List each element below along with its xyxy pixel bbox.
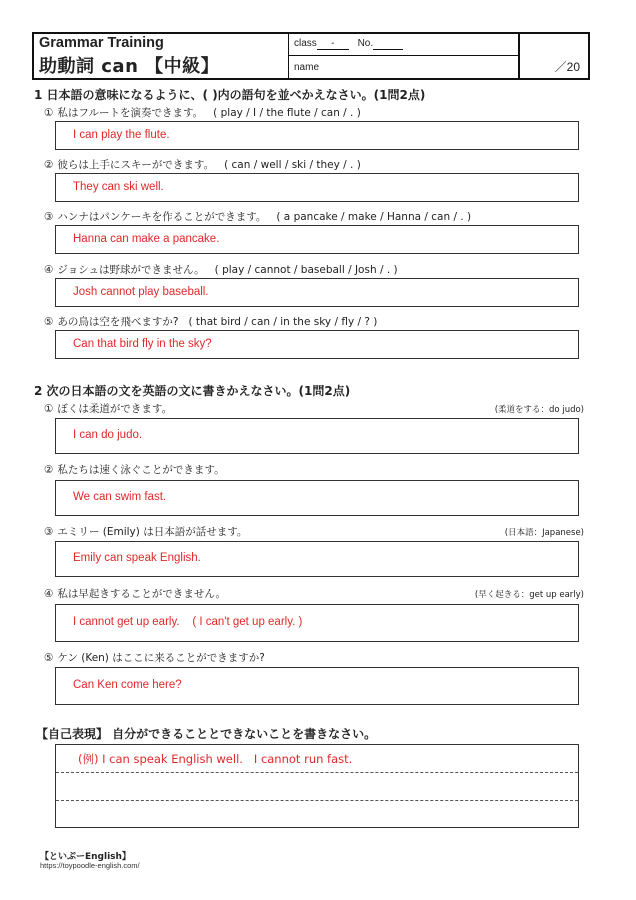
s1-q2-answer-box[interactable] bbox=[55, 173, 579, 202]
question-number: ④ bbox=[44, 588, 54, 600]
question-japanese: ジョシュは野球ができません。 bbox=[57, 264, 205, 276]
question-japanese: エミリー (Emily) は日本語が話せます。 bbox=[57, 526, 248, 538]
answer-text: Hanna can make a pancake. bbox=[73, 233, 220, 245]
footer-brand: 【といぷーEnglish】 bbox=[40, 852, 131, 862]
answer-text: Emily can speak English. bbox=[73, 552, 201, 564]
header-divider bbox=[288, 55, 518, 56]
question-number: ③ bbox=[44, 211, 54, 223]
question-number: ② bbox=[44, 464, 54, 476]
question-number: ③ bbox=[44, 526, 54, 538]
question-japanese: ケン (Ken) はここに来ることができますか? bbox=[57, 652, 265, 664]
self-expression-box[interactable] bbox=[55, 744, 579, 828]
answer-text: Can Ken come here? bbox=[73, 679, 182, 691]
question-number: ⑤ bbox=[44, 316, 54, 328]
title-english: Grammar Training bbox=[39, 35, 164, 51]
s2-q4-label bbox=[44, 586, 226, 601]
s2-q3-answer-box[interactable] bbox=[55, 541, 579, 577]
s2-q1-hint: (柔道をする：do judo) bbox=[494, 405, 584, 415]
s1-q5-label bbox=[44, 314, 377, 329]
number-label: No. bbox=[357, 38, 374, 49]
question-japanese: 彼らは上手にスキーができます。 bbox=[57, 159, 215, 171]
s1-q3-label bbox=[44, 209, 471, 224]
answer-text: I can play the flute. bbox=[73, 129, 170, 141]
word-choices: ( that bird / can / in the sky / fly / ? ) bbox=[188, 316, 378, 328]
question-japanese: 私はフルートを演奏できます。 bbox=[57, 107, 204, 119]
class-dash: - bbox=[331, 38, 335, 49]
s2-q4-answer-box[interactable] bbox=[55, 604, 579, 642]
s1-q2-label bbox=[44, 157, 361, 172]
self-expression-example: (例) I can speak English well. I cannot run fast. bbox=[78, 752, 353, 766]
name-label: name bbox=[294, 62, 320, 73]
header-table bbox=[32, 32, 590, 80]
question-number: ⑤ bbox=[44, 652, 54, 664]
class-field[interactable] bbox=[317, 38, 349, 50]
title-japanese: 助動詞 can 【中級】 bbox=[39, 56, 220, 77]
dashed-line bbox=[56, 800, 578, 801]
s1-q4-label bbox=[44, 262, 398, 277]
question-number: ① bbox=[44, 107, 54, 119]
word-choices: ( play / cannot / baseball / Josh / . ) bbox=[214, 264, 398, 276]
question-japanese: ハンナはパンケーキを作ることができます。 bbox=[57, 211, 267, 223]
s1-q1-label bbox=[44, 105, 361, 120]
answer-text: We can swim fast. bbox=[73, 491, 167, 503]
answer-text: I can do judo. bbox=[73, 429, 143, 441]
word-choices: ( can / well / ski / they / . ) bbox=[224, 159, 361, 171]
s2-q3-label bbox=[44, 524, 247, 539]
s2-q4-hint: (早く起きる：get up early) bbox=[474, 590, 584, 600]
question-number: ④ bbox=[44, 264, 54, 276]
s2-q5-label bbox=[44, 650, 265, 665]
question-japanese: あの鳥は空を飛べますか? bbox=[57, 316, 179, 328]
question-japanese: 私たちは速く泳ぐことができます。 bbox=[57, 464, 225, 476]
s2-q2-label bbox=[44, 462, 225, 477]
s2-q1-answer-box[interactable] bbox=[55, 418, 579, 454]
s2-q5-answer-box[interactable] bbox=[55, 667, 579, 705]
class-label: class bbox=[294, 38, 317, 49]
answer-text: I cannot get up early. ( I can't get up early. ) bbox=[73, 616, 303, 628]
question-number: ① bbox=[44, 403, 54, 415]
word-choices: ( play / I / the flute / can / . ) bbox=[213, 107, 361, 119]
word-choices: ( a pancake / make / Hanna / can / . ) bbox=[276, 211, 472, 223]
answer-text: Josh cannot play baseball. bbox=[73, 286, 209, 298]
class-name-cell bbox=[288, 34, 520, 78]
score-total: ／20 bbox=[554, 60, 580, 74]
s1-q3-answer-box[interactable] bbox=[55, 225, 579, 254]
s2-q1-label bbox=[44, 401, 172, 416]
question-japanese: 私は早起きすることができません。 bbox=[57, 588, 227, 600]
section1-title: 1 日本語の意味になるように、( )内の語句を並べかえなさい。(1問2点) bbox=[34, 88, 426, 102]
footer-url[interactable]: https://toypoodle-english.com/ bbox=[40, 861, 140, 870]
number-field[interactable] bbox=[373, 38, 403, 50]
section2-title: 2 次の日本語の文を英語の文に書きかえなさい。(1問2点) bbox=[34, 384, 351, 398]
answer-text: Can that bird fly in the sky? bbox=[73, 338, 212, 350]
s2-q2-answer-box[interactable] bbox=[55, 480, 579, 516]
s2-q3-hint: (日本語：Japanese) bbox=[504, 528, 584, 538]
title-cell bbox=[34, 34, 289, 78]
s1-q1-answer-box[interactable] bbox=[55, 121, 579, 150]
s1-q4-answer-box[interactable] bbox=[55, 278, 579, 307]
class-row bbox=[294, 38, 403, 50]
question-number: ② bbox=[44, 159, 54, 171]
self-expression-title: 【自己表現】 自分ができることとできないことを書きなさい。 bbox=[36, 727, 377, 741]
dashed-line bbox=[56, 772, 578, 773]
answer-text: They can ski well. bbox=[73, 181, 164, 193]
question-japanese: ぼくは柔道ができます。 bbox=[57, 403, 173, 415]
s1-q5-answer-box[interactable] bbox=[55, 330, 579, 359]
